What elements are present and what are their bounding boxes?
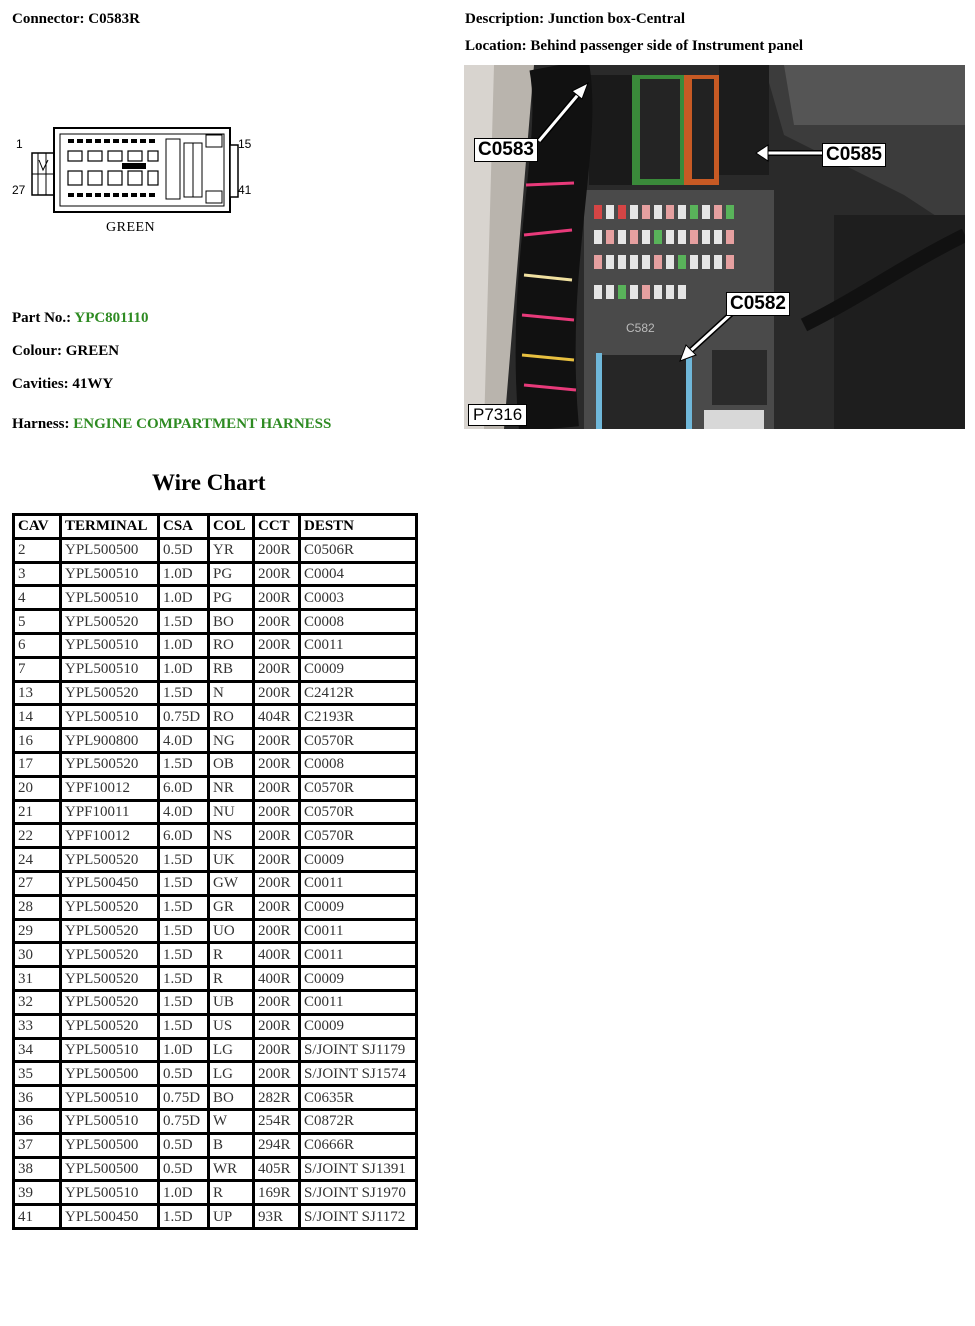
table-row [14,681,417,705]
cell-destn: S/JOINT SJ1574 [300,1062,417,1086]
cell-destn: C2193R [300,705,417,729]
cell-csa: 0.5D [159,538,209,562]
table-row [14,610,417,634]
cell-csa: 0.75D [159,705,209,729]
cell-destn: C0004 [300,562,417,586]
cell-destn: C0009 [300,848,417,872]
harness-label: Harness: [12,416,70,432]
cell-terminal: YPL500520 [61,895,159,919]
wire-chart-body [14,538,417,1228]
cell-destn: C0003 [300,586,417,610]
cell-destn: S/JOINT SJ1179 [300,1038,417,1062]
callout-c0585: C0585 [822,143,886,167]
cell-csa: 1.0D [159,633,209,657]
harness-line [12,416,331,433]
table-header-row [14,515,417,539]
cell-terminal: YPF10012 [61,776,159,800]
cell-terminal: YPL500510 [61,705,159,729]
cell-cct: 200R [254,1038,300,1062]
cell-terminal: YPL500500 [61,1133,159,1157]
cell-terminal: YPL500500 [61,538,159,562]
cell-col: NS [209,824,254,848]
cell-col: UP [209,1205,254,1229]
cell-destn: C0570R [300,729,417,753]
connector-face-drawing [10,125,260,225]
cell-col: YR [209,538,254,562]
cell-cav: 32 [14,990,61,1014]
cell-csa: 1.5D [159,919,209,943]
cell-cct: 200R [254,562,300,586]
cell-csa: 0.75D [159,1109,209,1133]
cell-cav: 34 [14,1038,61,1062]
table-row [14,943,417,967]
cell-terminal: YPL500520 [61,681,159,705]
table-row [14,1038,417,1062]
table-row [14,967,417,991]
table-row [14,1062,417,1086]
location-value: Behind passenger side of Instrument panel [530,38,804,54]
cell-csa: 4.0D [159,729,209,753]
cell-csa: 1.0D [159,586,209,610]
cell-cct: 404R [254,705,300,729]
cell-terminal: YPL500520 [61,967,159,991]
cell-cav: 28 [14,895,61,919]
callout-c0583: C0583 [474,138,538,162]
cell-terminal: YPL500450 [61,1205,159,1229]
cell-csa: 1.0D [159,562,209,586]
cell-col: UB [209,990,254,1014]
cell-destn: S/JOINT SJ1970 [300,1181,417,1205]
header-cct: CCT [254,515,300,539]
cell-terminal: YPL500510 [61,657,159,681]
cell-cav: 36 [14,1109,61,1133]
cell-csa: 0.5D [159,1133,209,1157]
location-label: Location: [465,38,527,54]
cell-terminal: YPL500520 [61,752,159,776]
cell-cct: 200R [254,776,300,800]
cell-destn: C0011 [300,633,417,657]
table-row [14,1205,417,1229]
cell-cct: 200R [254,633,300,657]
cell-col: US [209,1014,254,1038]
cell-col: R [209,1181,254,1205]
cell-terminal: YPL500510 [61,1038,159,1062]
header-col: COL [209,515,254,539]
cell-destn: C0009 [300,1014,417,1038]
cell-cct: 200R [254,919,300,943]
colour-line [12,343,119,360]
colour-value: GREEN [65,343,120,359]
cell-col: N [209,681,254,705]
header-terminal: TERMINAL [61,515,159,539]
cell-cav: 37 [14,1133,61,1157]
cell-col: UK [209,848,254,872]
pin-label-top-left: 1 [16,137,23,151]
cell-terminal: YPL500510 [61,1109,159,1133]
cell-cav: 2 [14,538,61,562]
cell-destn: C0011 [300,871,417,895]
header-destn: DESTN [300,515,417,539]
table-row [14,824,417,848]
cell-destn: C0009 [300,967,417,991]
wire-chart-title: Wire Chart [152,470,266,495]
cell-cav: 38 [14,1157,61,1181]
description-value: Junction box-Central [547,11,685,27]
table-row [14,919,417,943]
cell-csa: 1.5D [159,610,209,634]
cell-destn: C0872R [300,1109,417,1133]
cell-destn: C0011 [300,919,417,943]
cavities-line [12,376,113,393]
cell-cav: 35 [14,1062,61,1086]
cell-col: WR [209,1157,254,1181]
cell-terminal: YPL500500 [61,1062,159,1086]
cell-cav: 27 [14,871,61,895]
cell-destn: C0570R [300,824,417,848]
cell-destn: C0570R [300,776,417,800]
cell-destn: S/JOINT SJ1172 [300,1205,417,1229]
cell-col: PG [209,586,254,610]
table-row [14,1133,417,1157]
cell-destn: C2412R [300,681,417,705]
cell-col: LG [209,1062,254,1086]
callout-c0582: C0582 [726,292,790,316]
cell-destn: C0635R [300,1086,417,1110]
cell-terminal: YPL500450 [61,871,159,895]
cell-col: RB [209,657,254,681]
connector-heading [12,11,140,28]
cell-cav: 16 [14,729,61,753]
cell-cav: 39 [14,1181,61,1205]
cell-cav: 20 [14,776,61,800]
cell-cct: 200R [254,657,300,681]
table-row [14,776,417,800]
cell-cct: 200R [254,1062,300,1086]
cell-cct: 200R [254,895,300,919]
cell-col: RO [209,633,254,657]
cell-terminal: YPL500510 [61,586,159,610]
cell-cct: 200R [254,586,300,610]
description-line [465,11,685,28]
table-row [14,1086,417,1110]
cell-destn: C0008 [300,752,417,776]
cell-terminal: YPL500510 [61,562,159,586]
cell-col: PG [209,562,254,586]
harness-link[interactable]: ENGINE COMPARTMENT HARNESS [73,416,332,432]
cell-csa: 6.0D [159,824,209,848]
cell-cav: 17 [14,752,61,776]
part-number-link[interactable]: YPC801110 [74,310,149,326]
cell-col: R [209,943,254,967]
table-row [14,705,417,729]
cell-cav: 21 [14,800,61,824]
cell-terminal: YPL900800 [61,729,159,753]
cell-cct: 200R [254,800,300,824]
cell-destn: C0011 [300,990,417,1014]
cell-csa: 1.5D [159,681,209,705]
cell-terminal: YPL500510 [61,1181,159,1205]
pin-label-bottom-left: 27 [12,183,26,197]
cell-col: GW [209,871,254,895]
cell-csa: 1.0D [159,1038,209,1062]
fuse-box-marking: C582 [626,321,655,335]
table-row [14,657,417,681]
cell-cav: 3 [14,562,61,586]
junction-box-illustration [464,65,965,429]
cell-csa: 0.5D [159,1157,209,1181]
table-row [14,848,417,872]
table-row [14,538,417,562]
cell-cav: 41 [14,1205,61,1229]
cell-cct: 200R [254,871,300,895]
cell-cct: 200R [254,848,300,872]
cell-terminal: YPL500520 [61,943,159,967]
cell-csa: 1.5D [159,990,209,1014]
cell-csa: 1.0D [159,1181,209,1205]
cell-destn: C0570R [300,800,417,824]
table-row [14,1109,417,1133]
cell-col: RO [209,705,254,729]
cell-cav: 7 [14,657,61,681]
table-row [14,562,417,586]
connector-label: Connector: [12,11,85,27]
cell-col: R [209,967,254,991]
cell-terminal: YPL500510 [61,1086,159,1110]
cell-csa: 1.5D [159,895,209,919]
connector-id: C0583R [88,11,140,27]
table-row [14,1157,417,1181]
cell-cct: 169R [254,1181,300,1205]
cell-csa: 1.5D [159,848,209,872]
cell-cav: 4 [14,586,61,610]
cell-terminal: YPL500520 [61,848,159,872]
cell-csa: 1.5D [159,1205,209,1229]
cell-cav: 13 [14,681,61,705]
part-number-label: Part No.: [12,310,72,326]
cell-cct: 400R [254,943,300,967]
photo-id-label: P7316 [468,404,527,426]
cell-destn: S/JOINT SJ1391 [300,1157,417,1181]
cell-cct: 200R [254,681,300,705]
cell-destn: C0009 [300,895,417,919]
cell-cav: 30 [14,943,61,967]
table-row [14,586,417,610]
cell-cav: 24 [14,848,61,872]
cavities-label: Cavities: [12,376,69,392]
table-row [14,895,417,919]
cell-csa: 0.5D [159,1062,209,1086]
header-csa: CSA [159,515,209,539]
header-cav: CAV [14,515,61,539]
cell-col: NU [209,800,254,824]
cell-col: NR [209,776,254,800]
cell-cct: 405R [254,1157,300,1181]
cell-csa: 4.0D [159,800,209,824]
cell-csa: 1.5D [159,752,209,776]
cell-col: B [209,1133,254,1157]
table-row [14,1181,417,1205]
cell-csa: 1.5D [159,967,209,991]
cell-col: W [209,1109,254,1133]
diagram-caption: GREEN [106,220,156,235]
cell-terminal: YPL500520 [61,610,159,634]
location-line [465,38,803,55]
cell-col: BO [209,610,254,634]
cell-cct: 93R [254,1205,300,1229]
cell-destn: C0011 [300,943,417,967]
table-row [14,1014,417,1038]
pin-label-bottom-right: 41 [238,183,252,197]
cavities-value: 41WY [72,376,114,392]
cell-terminal: YPL500520 [61,919,159,943]
cell-destn: C0009 [300,657,417,681]
cell-cav: 31 [14,967,61,991]
cell-cct: 200R [254,752,300,776]
location-photo [464,65,965,429]
table-row [14,633,417,657]
cell-cav: 29 [14,919,61,943]
cell-cav: 5 [14,610,61,634]
cell-terminal: YPF10011 [61,800,159,824]
cell-cct: 200R [254,824,300,848]
cell-col: LG [209,1038,254,1062]
description-label: Description: [465,11,545,27]
cell-cav: 14 [14,705,61,729]
cell-csa: 1.5D [159,943,209,967]
cell-cct: 200R [254,1014,300,1038]
cell-cct: 294R [254,1133,300,1157]
table-row [14,752,417,776]
cell-terminal: YPL500500 [61,1157,159,1181]
pin-label-top-right: 15 [238,137,252,151]
colour-label: Colour: [12,343,62,359]
table-row [14,800,417,824]
cell-col: NG [209,729,254,753]
cell-cct: 200R [254,729,300,753]
cell-csa: 1.0D [159,657,209,681]
cell-col: GR [209,895,254,919]
cell-terminal: YPL500510 [61,633,159,657]
table-row [14,990,417,1014]
cell-cct: 200R [254,538,300,562]
part-number-line [12,310,149,327]
cell-cav: 33 [14,1014,61,1038]
cell-destn: C0666R [300,1133,417,1157]
cell-col: BO [209,1086,254,1110]
cell-cav: 36 [14,1086,61,1110]
cell-cct: 200R [254,990,300,1014]
wire-chart-table [12,513,418,1230]
cell-destn: C0506R [300,538,417,562]
cell-cav: 22 [14,824,61,848]
cell-cct: 254R [254,1109,300,1133]
cell-cct: 400R [254,967,300,991]
table-row [14,871,417,895]
cell-csa: 6.0D [159,776,209,800]
cell-cav: 6 [14,633,61,657]
cell-csa: 0.75D [159,1086,209,1110]
cell-col: OB [209,752,254,776]
cell-csa: 1.5D [159,871,209,895]
cell-cct: 282R [254,1086,300,1110]
cell-terminal: YPF10012 [61,824,159,848]
cell-destn: C0008 [300,610,417,634]
cell-terminal: YPL500520 [61,1014,159,1038]
cell-csa: 1.5D [159,1014,209,1038]
table-row [14,729,417,753]
cell-terminal: YPL500520 [61,990,159,1014]
cell-col: UO [209,919,254,943]
cell-cct: 200R [254,610,300,634]
